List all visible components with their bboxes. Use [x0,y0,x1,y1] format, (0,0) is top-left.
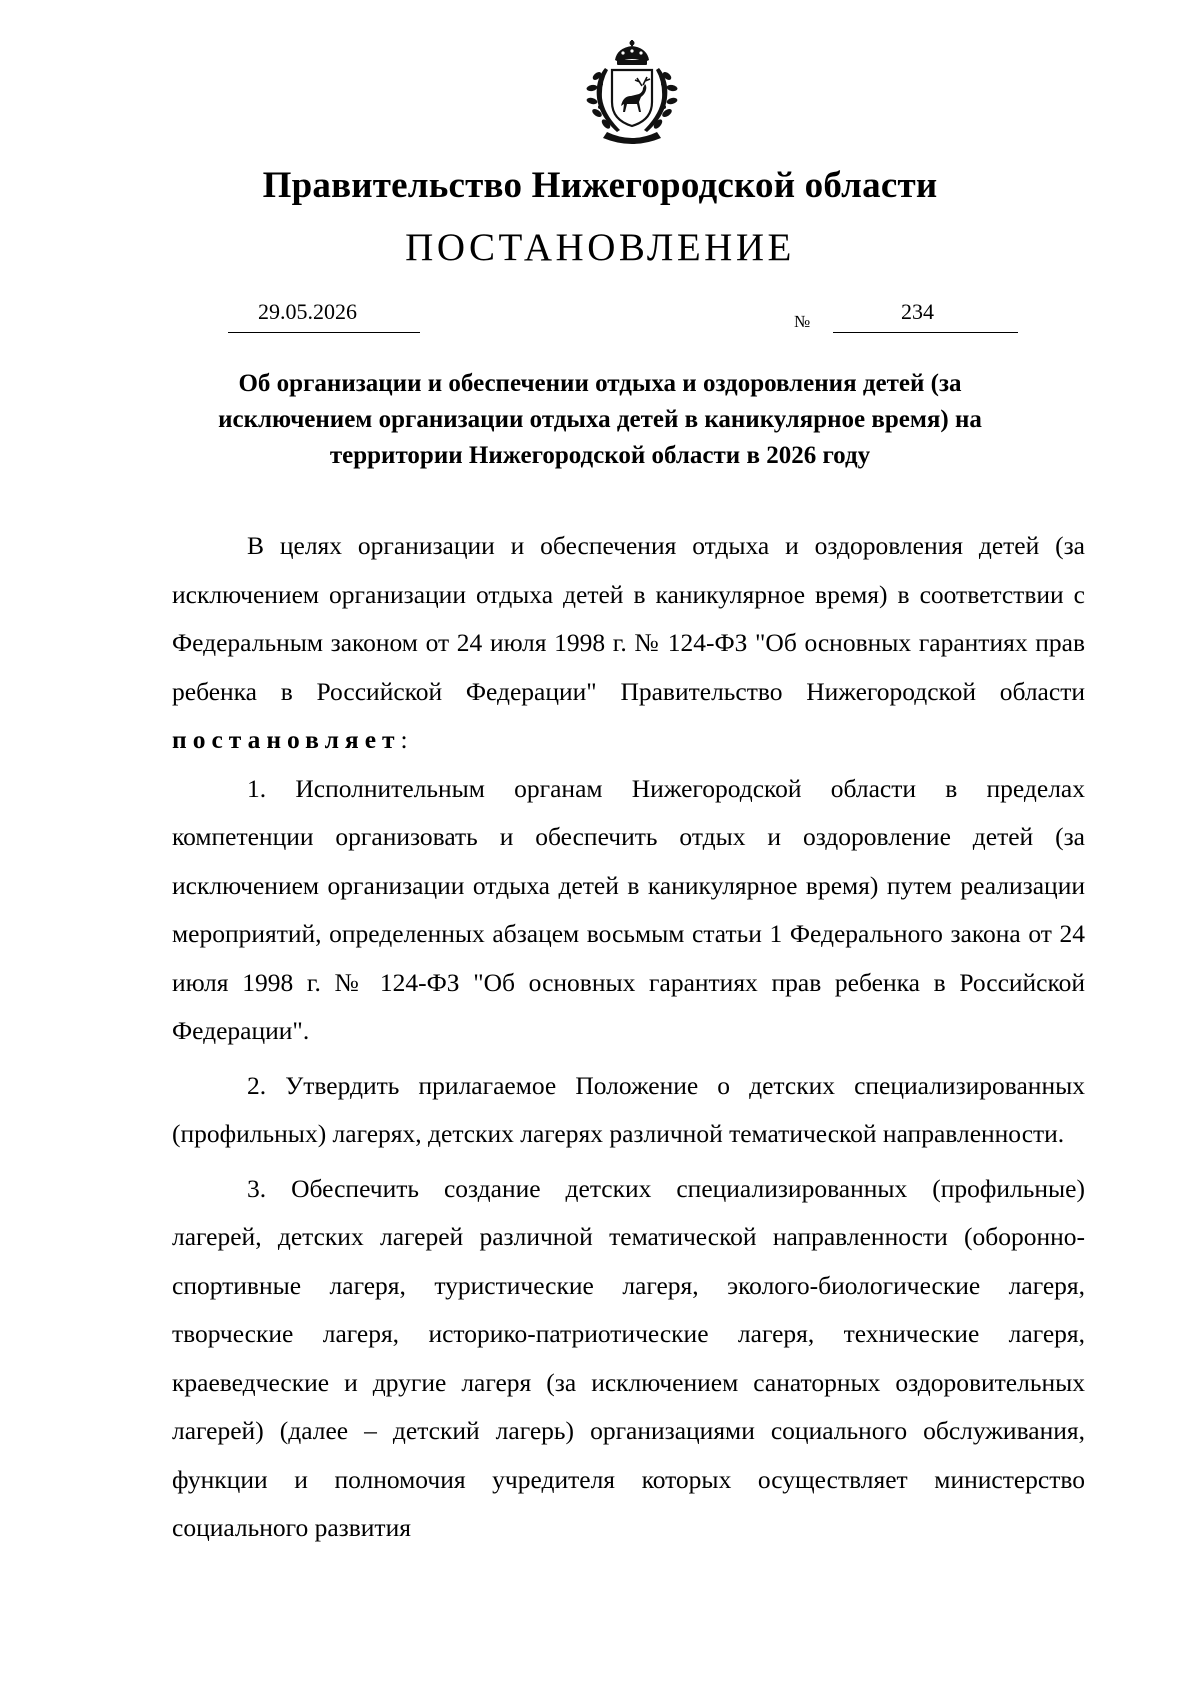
document-date-field [228,300,420,333]
document-date: 29.05.2026 [258,299,357,324]
document-number-field [833,300,1018,333]
document-number-label: № [794,312,811,331]
government-name: Правительство Нижегородской области [262,165,938,206]
document-heading: Об организации и обеспечении отдыха и оздоровления детей (за исключением организации отдыха детей в каникулярное время) на территории Нижегородской области в 2026 году [218,370,982,469]
preamble-paragraph [172,522,1085,765]
document-number: 234 [901,299,934,324]
resolves-word: постановляет [172,725,401,754]
document-type: ПОСТАНОВЛЕНИЕ [405,226,795,269]
document-body [172,522,1085,1553]
coat-of-arms-icon [577,40,687,148]
clause-paragraph: 1. Исполнительным органам Нижегородской области в пределах компетенции организовать и обеспечить отдых и оздоровление детей (за исключением организации отдыха детей в каникулярное время) путем реализации мероприятий, определенных абзацем восьмым статьи 1 Федерального закона от 24 июля 1998 г. № 124-ФЗ "Об основных гарантиях прав ребенка в Российской Федерации". [172,773,1085,1045]
clause-paragraph: 2. Утвердить прилагаемое Положение о детских специализированных (профильных) лагерях, детских лагерях различной тематической направленности. [172,1070,1085,1148]
preamble-colon: : [400,725,408,754]
preamble-text: В целях организации и обеспечения отдыха и оздоровления детей (за исключением организации отдыха детей в каникулярное время) в соответствии с Федеральным законом от 24 июля 1998 г. № 124-ФЗ "Об основных гарантиях прав ребенка в Российской Федерации" Правительство Нижегородской области [172,531,1085,706]
clause-paragraph: 3. Обеспечить создание детских специализированных (профильные) лагерей, детских лагерей различной тематической направленности (оборонно-спортивные лагеря, туристические лагеря, эколого-биологические лагеря, творческие лагеря, историко-патриотические лагеря, технические лагеря, краеведческие и другие лагеря (за исключением санаторных оздоровительных лагерей) (далее – детский лагерь) организациями социального обслуживания, функции и полномочия учредителя которых осуществляет министерство социального развития [172,1173,1085,1542]
